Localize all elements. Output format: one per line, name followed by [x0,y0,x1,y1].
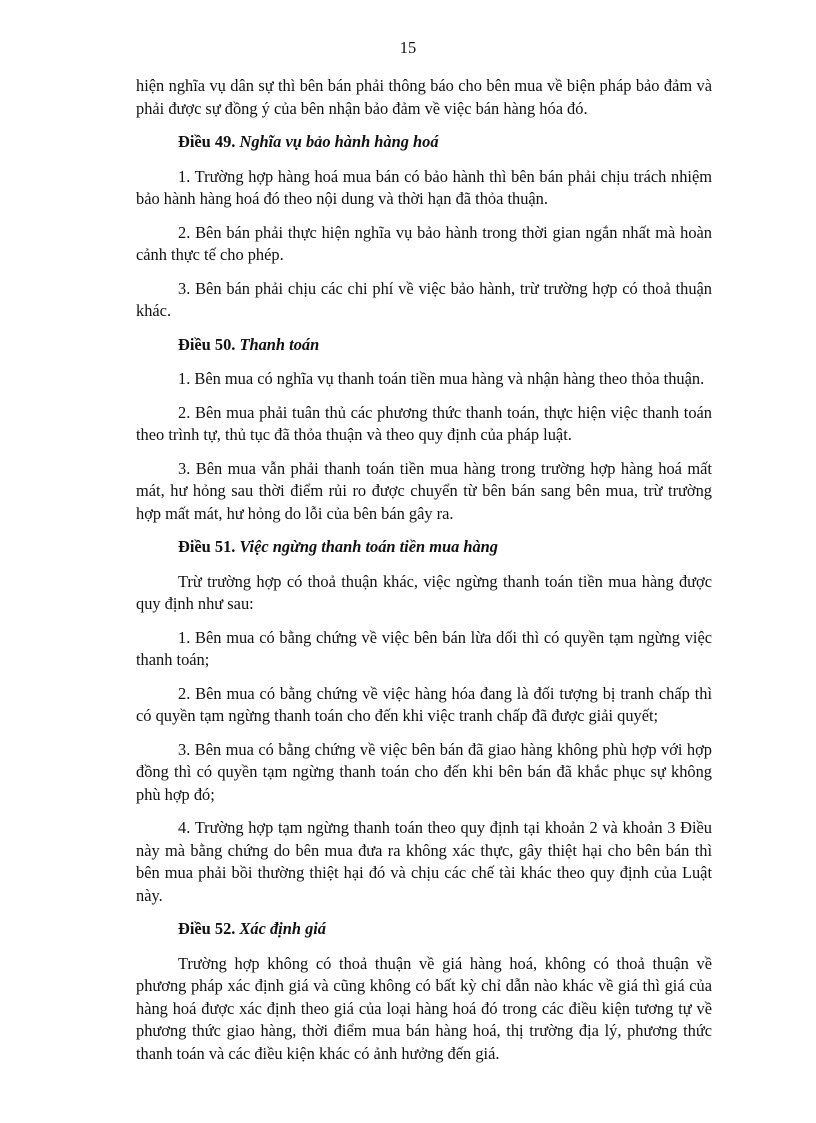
article-52 [136,918,712,1065]
paragraph: Trừ trường hợp có thoả thuận khác, việc ngừng thanh toán tiền mua hàng được quy định như sau: [136,571,712,613]
paragraph: 1. Bên mua có nghĩa vụ thanh toán tiền mua hàng và nhận hàng theo thỏa thuận. [178,369,705,388]
paragraph: 4. Trường hợp tạm ngừng thanh toán theo quy định tại khoản 2 và khoản 3 Điều này mà bằng chứng do bên mua đưa ra không xác thực, gây thiệt hại cho bên bán thì bên mua phải bồi thường thiệt hại đó và chịu các chế tài khác theo quy định của Luật này. [136,818,712,905]
article-number: Điều 51. [178,537,236,556]
paragraph: 1. Bên mua có bằng chứng về việc bên bán lừa dối thì có quyền tạm ngừng việc thanh toán; [136,627,712,669]
article-heading [136,334,712,357]
page-number: 15 [399,38,417,57]
article-49 [136,131,712,323]
article-heading [136,536,712,559]
paragraph: 2. Bên mua phải tuân thủ các phương thức thanh toán, thực hiện việc thanh toán theo trình tự, thủ tục đã thỏa thuận và theo quy định của pháp luật. [136,402,712,444]
article-title: Thanh toán [239,334,320,354]
article-title: Xác định giá [239,919,327,938]
article-heading [136,918,712,941]
article-number: Điều 49. [178,132,236,151]
article-title: Việc ngừng thanh toán tiền mua hàng [239,537,498,556]
article-51 [136,536,712,907]
paragraph: 2. Bên bán phải thực hiện nghĩa vụ bảo hành trong thời gian ngắn nhất mà hoàn cảnh thực tế cho phép. [136,222,712,264]
article-title: Nghĩa vụ bảo hành hàng hoá [239,132,439,151]
paragraph: 3. Bên bán phải chịu các chi phí về việc bảo hành, trừ trường hợp có thoả thuận khác. [136,278,712,320]
paragraph: 3. Bên mua có bằng chứng về việc bên bán đã giao hàng không phù hợp với hợp đồng thì có quyền tạm ngừng thanh toán cho đến khi bên bán đã khắc phục sự không phù hợp đó; [136,739,712,804]
article-number: Điều 52. [178,919,236,938]
paragraph: 2. Bên mua có bằng chứng về việc hàng hóa đang là đối tượng bị tranh chấp thì có quyền tạm ngừng thanh toán cho đến khi việc tranh chấp đã được giải quyết; [136,683,712,725]
article-number: Điều 50. [178,334,236,354]
paragraph: 1. Trường hợp hàng hoá mua bán có bảo hành thì bên bán phải chịu trách nhiệm bảo hành hàng hoá đó theo nội dung và thời hạn đã thỏa thuận. [136,166,712,208]
page-content [136,75,712,1076]
continued-paragraph: hiện nghĩa vụ dân sự thì bên bán phải thông báo cho bên mua về biện pháp bảo đảm và phải được sự đồng ý của bên nhận bảo đảm về việc bán hàng hóa đó. [136,76,712,118]
paragraph: 3. Bên mua vẫn phải thanh toán tiền mua hàng trong trường hợp hàng hoá mất mát, hư hỏng sau thời điểm rủi ro được chuyển từ bên bán sang bên mua, trừ trường hợp mất mát, hư hỏng do lỗi của bên bán gây ra. [136,458,712,523]
article-50 [136,334,712,526]
paragraph: Trường hợp không có thoả thuận về giá hàng hoá, không có thoả thuận về phương pháp xác định giá và cũng không có bất kỳ chỉ dẫn nào khác về giá thì giá của hàng hoá được xác định theo giá của loại hàng hoá đó trong các điều kiện tương tự về phương thức giao hàng, thời điểm mua bán hàng hoá, thị trường địa lý, phương thức thanh toán và các điều kiện khác có ảnh hưởng đến giá. [136,953,712,1063]
article-heading [136,131,712,154]
